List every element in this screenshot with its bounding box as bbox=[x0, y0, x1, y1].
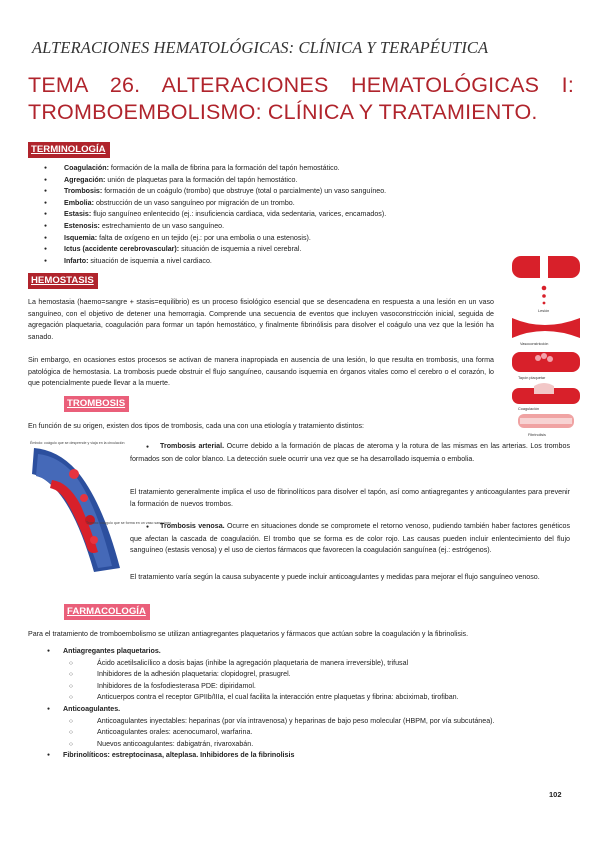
term-item: ● Agregación: unión de plaquetas para la formación del tapón hemostático. bbox=[44, 175, 504, 187]
arterial-treatment: El tratamiento generalmente implica el uso de fibrinolíticos para disolver el tapón, así como antiagregantes y anticoagulantes para prevenir la formación de nuevos trombos. bbox=[130, 488, 570, 508]
drug-item: ○ Inhibidores de la fosfodiesterasa PDE: dipiridamol. bbox=[69, 681, 567, 693]
term-item: ● Estenosis: estrechamiento de un vaso sanguíneo. bbox=[44, 221, 504, 233]
drug-item: ○ Anticuerpos contra el receptor GPIIb/IIIa, el cual facilita la interacción entre plaquetas y fibrina: abciximab, tirofiban. bbox=[69, 692, 567, 704]
hemostasis-heading: HEMOSTASIS bbox=[28, 273, 98, 289]
pharmacology-intro: Para el tratamiento de tromboembolismo se utilizan antiagregantes plaquetarios y fármacos que actúan sobre la coagulación y la fibrinolisis. bbox=[28, 630, 469, 638]
hemostasis-stages-figure bbox=[508, 250, 584, 440]
arterial-thrombosis: ● Trombosis arterial. Ocurre debido a la formación de placas de ateroma y la rotura de las mismas en las arterias. Los trombos formados son de color blanco. La detección suele ocurrir una vez que se ha desarrollado isquemia o embolia. bbox=[130, 442, 570, 463]
figure-label-platelet-plug: Tapón plaquetar bbox=[518, 376, 546, 380]
term-item: ● Infarto: situación de isquemia a nivel cardiaco. bbox=[44, 256, 504, 268]
term-item: ● Embolia: obstrucción de un vaso sanguíneo por migración de un trombo. bbox=[44, 198, 504, 210]
theme-title-line-2: TROMBOEMBOLISMO: CLÍNICA Y TRATAMIENTO. bbox=[28, 100, 538, 124]
drug-item: ○ Inhibidores de la adhesión plaquetaria: clopidogrel, prasugrel. bbox=[69, 669, 567, 681]
drug-item: ○ Anticoagulantes inyectables: heparinas (por vía intravenosa) y heparinas de bajo peso molecular (HBPM, por vía subcutánea). bbox=[69, 716, 567, 728]
figure-label-vasoconstriction: Vasoconstricción bbox=[520, 342, 549, 346]
figure-label-embolus: Émbolo: coágulo que se desprende y viaja en la circulación bbox=[30, 441, 125, 445]
thrombosis-vessel-figure bbox=[28, 440, 172, 575]
page-number: 102 bbox=[549, 790, 562, 799]
drug-group: ● Anticoagulantes. ○ Anticoagulantes inyectables: heparinas (por vía intravenosa) y heparinas de bajo peso molecular (HBPM, por vía subcutánea). ○ Anticoagulantes orales: acenocumarol, warfarina. ○ Nuevos anticoagulantes: dabigatrán, rivaroxabán. bbox=[47, 704, 567, 750]
figure-label-thrombus: Trombo: coágulo que se forma en un vaso sanguíneo bbox=[86, 521, 172, 525]
pharmacology-heading: FARMACOLOGÍA bbox=[64, 604, 150, 620]
theme-title-line-1: TEMA 26. ALTERACIONES HEMATOLÓGICAS I: bbox=[28, 73, 574, 97]
stage-vasoconstriction-drawing bbox=[512, 318, 580, 338]
theme-title bbox=[28, 72, 574, 126]
venous-treatment: El tratamiento varía según la causa subyacente y puede incluir anticoagulantes y medidas para mejorar el flujo sanguíneo venoso. bbox=[130, 573, 540, 581]
stage-lesion-drawing bbox=[512, 252, 580, 304]
thrombosis-intro: En función de su origen, existen dos tipos de trombosis, cada una con una etiología y tratamiento distintos: bbox=[28, 422, 364, 430]
terminology-list bbox=[44, 163, 504, 267]
term-item: ● Coagulación: formación de la malla de fibrina para la formación del tapón hemostático. bbox=[44, 163, 504, 175]
drug-item: ○ Anticoagulantes orales: acenocumarol, warfarina. bbox=[69, 727, 567, 739]
pharmacology-list bbox=[47, 646, 567, 762]
drug-group: ● Antiagregantes plaquetarios. ○ Ácido acetilsalicílico a dosis bajas (inhibe la agregación plaquetaria de manera irreversible), trifusal ○ Inhibidores de la adhesión plaquetaria: clopidogrel, prasugrel. ○ Inhibidores de la fosfodiesterasa PDE: dipiridamol. ○ Anticuerpos contra el receptor GPIIb/IIIa, el cual facilita la interacción entre plaquetas y fibrina: abciximab, tirofiban. bbox=[47, 646, 567, 704]
term-item: ● Ictus (accidente cerebrovascular): situación de isquemia a nivel cerebral. bbox=[44, 244, 504, 256]
drug-group: ● Fibrinolíticos: estreptocinasa, alteplasa. Inhibidores de la fibrinolisis bbox=[47, 750, 567, 762]
term-item: ● Trombosis: formación de un coágulo (trombo) que obstruye (total o parcialmente) un vaso sanguíneo. bbox=[44, 186, 504, 198]
stage-coagulation-drawing bbox=[512, 383, 580, 404]
figure-label-coagulation: Coagulación bbox=[518, 407, 540, 411]
term-item: ● Isquemia: falta de oxígeno en un tejido (ej.: por una embolia o una estenosis). bbox=[44, 233, 504, 245]
hemostasis-paragraph-2: Sin embargo, en ocasiones estos procesos se activan de manera inapropiada en ausencia de una lesión, lo que resulta en trombosis, una forma patológica de hemostasia. La trombosis puede obstruir el flujo sanguíneo, causando isquemia en órganos vitales como el cerebro o el corazón, lo que potencialmente puede llevar a la muerte. bbox=[28, 356, 494, 388]
drug-item: ○ Nuevos anticoagulantes: dabigatrán, rivaroxabán. bbox=[69, 739, 567, 751]
drug-item: ○ Ácido acetilsalicílico a dosis bajas (inhibe la agregación plaquetaria de manera irreversible), trifusal bbox=[69, 658, 567, 670]
term-item: ● Estasis: flujo sanguíneo enlentecido (ej.: insuficiencia cardiaca, vida sedentaria, varices, encamados). bbox=[44, 209, 504, 221]
running-header: ALTERACIONES HEMATOLÓGICAS: CLÍNICA Y TERAPÉUTICA bbox=[32, 38, 489, 57]
venous-thrombosis: ● Trombosis venosa. Ocurre en situaciones donde se compromete el retorno venoso, pudiendo también haber factores genéticos que afectan la cascada de coagulación. El trombo que se forma es de color rojo. Las causas pueden incluir enlentecimiento del flujo sanguíneo (estasis venosa) y el uso de ciertos fármacos que favorecen la coagulación sanguínea (ej.: estrógenos). bbox=[130, 522, 570, 555]
figure-label-fibrinolysis: Fibrinolisis bbox=[528, 433, 546, 437]
thrombosis-heading: TROMBOSIS bbox=[64, 396, 129, 412]
hemostasis-paragraph-1: La hemostasia (haemo=sangre + stasis=equilibrio) es un proceso fisiológico esencial que se desencadena en respuesta a una lesión en un vaso sanguíneo, con el objetivo de detener una hemorragia. Comprende una secuencia de eventos que incluyen vasoconstricción inicial, seguida de agregación plaquetaria, coagulación para formar un tapón hemostático, y finalmente fibrinólisis para disolver el coágulo una vez que la lesión ha sanado. bbox=[28, 298, 494, 341]
stage-platelet-plug-drawing bbox=[512, 352, 580, 372]
figure-label-lesion: Lesión bbox=[538, 309, 550, 313]
terminology-heading: TERMINOLOGÍA bbox=[28, 142, 110, 158]
